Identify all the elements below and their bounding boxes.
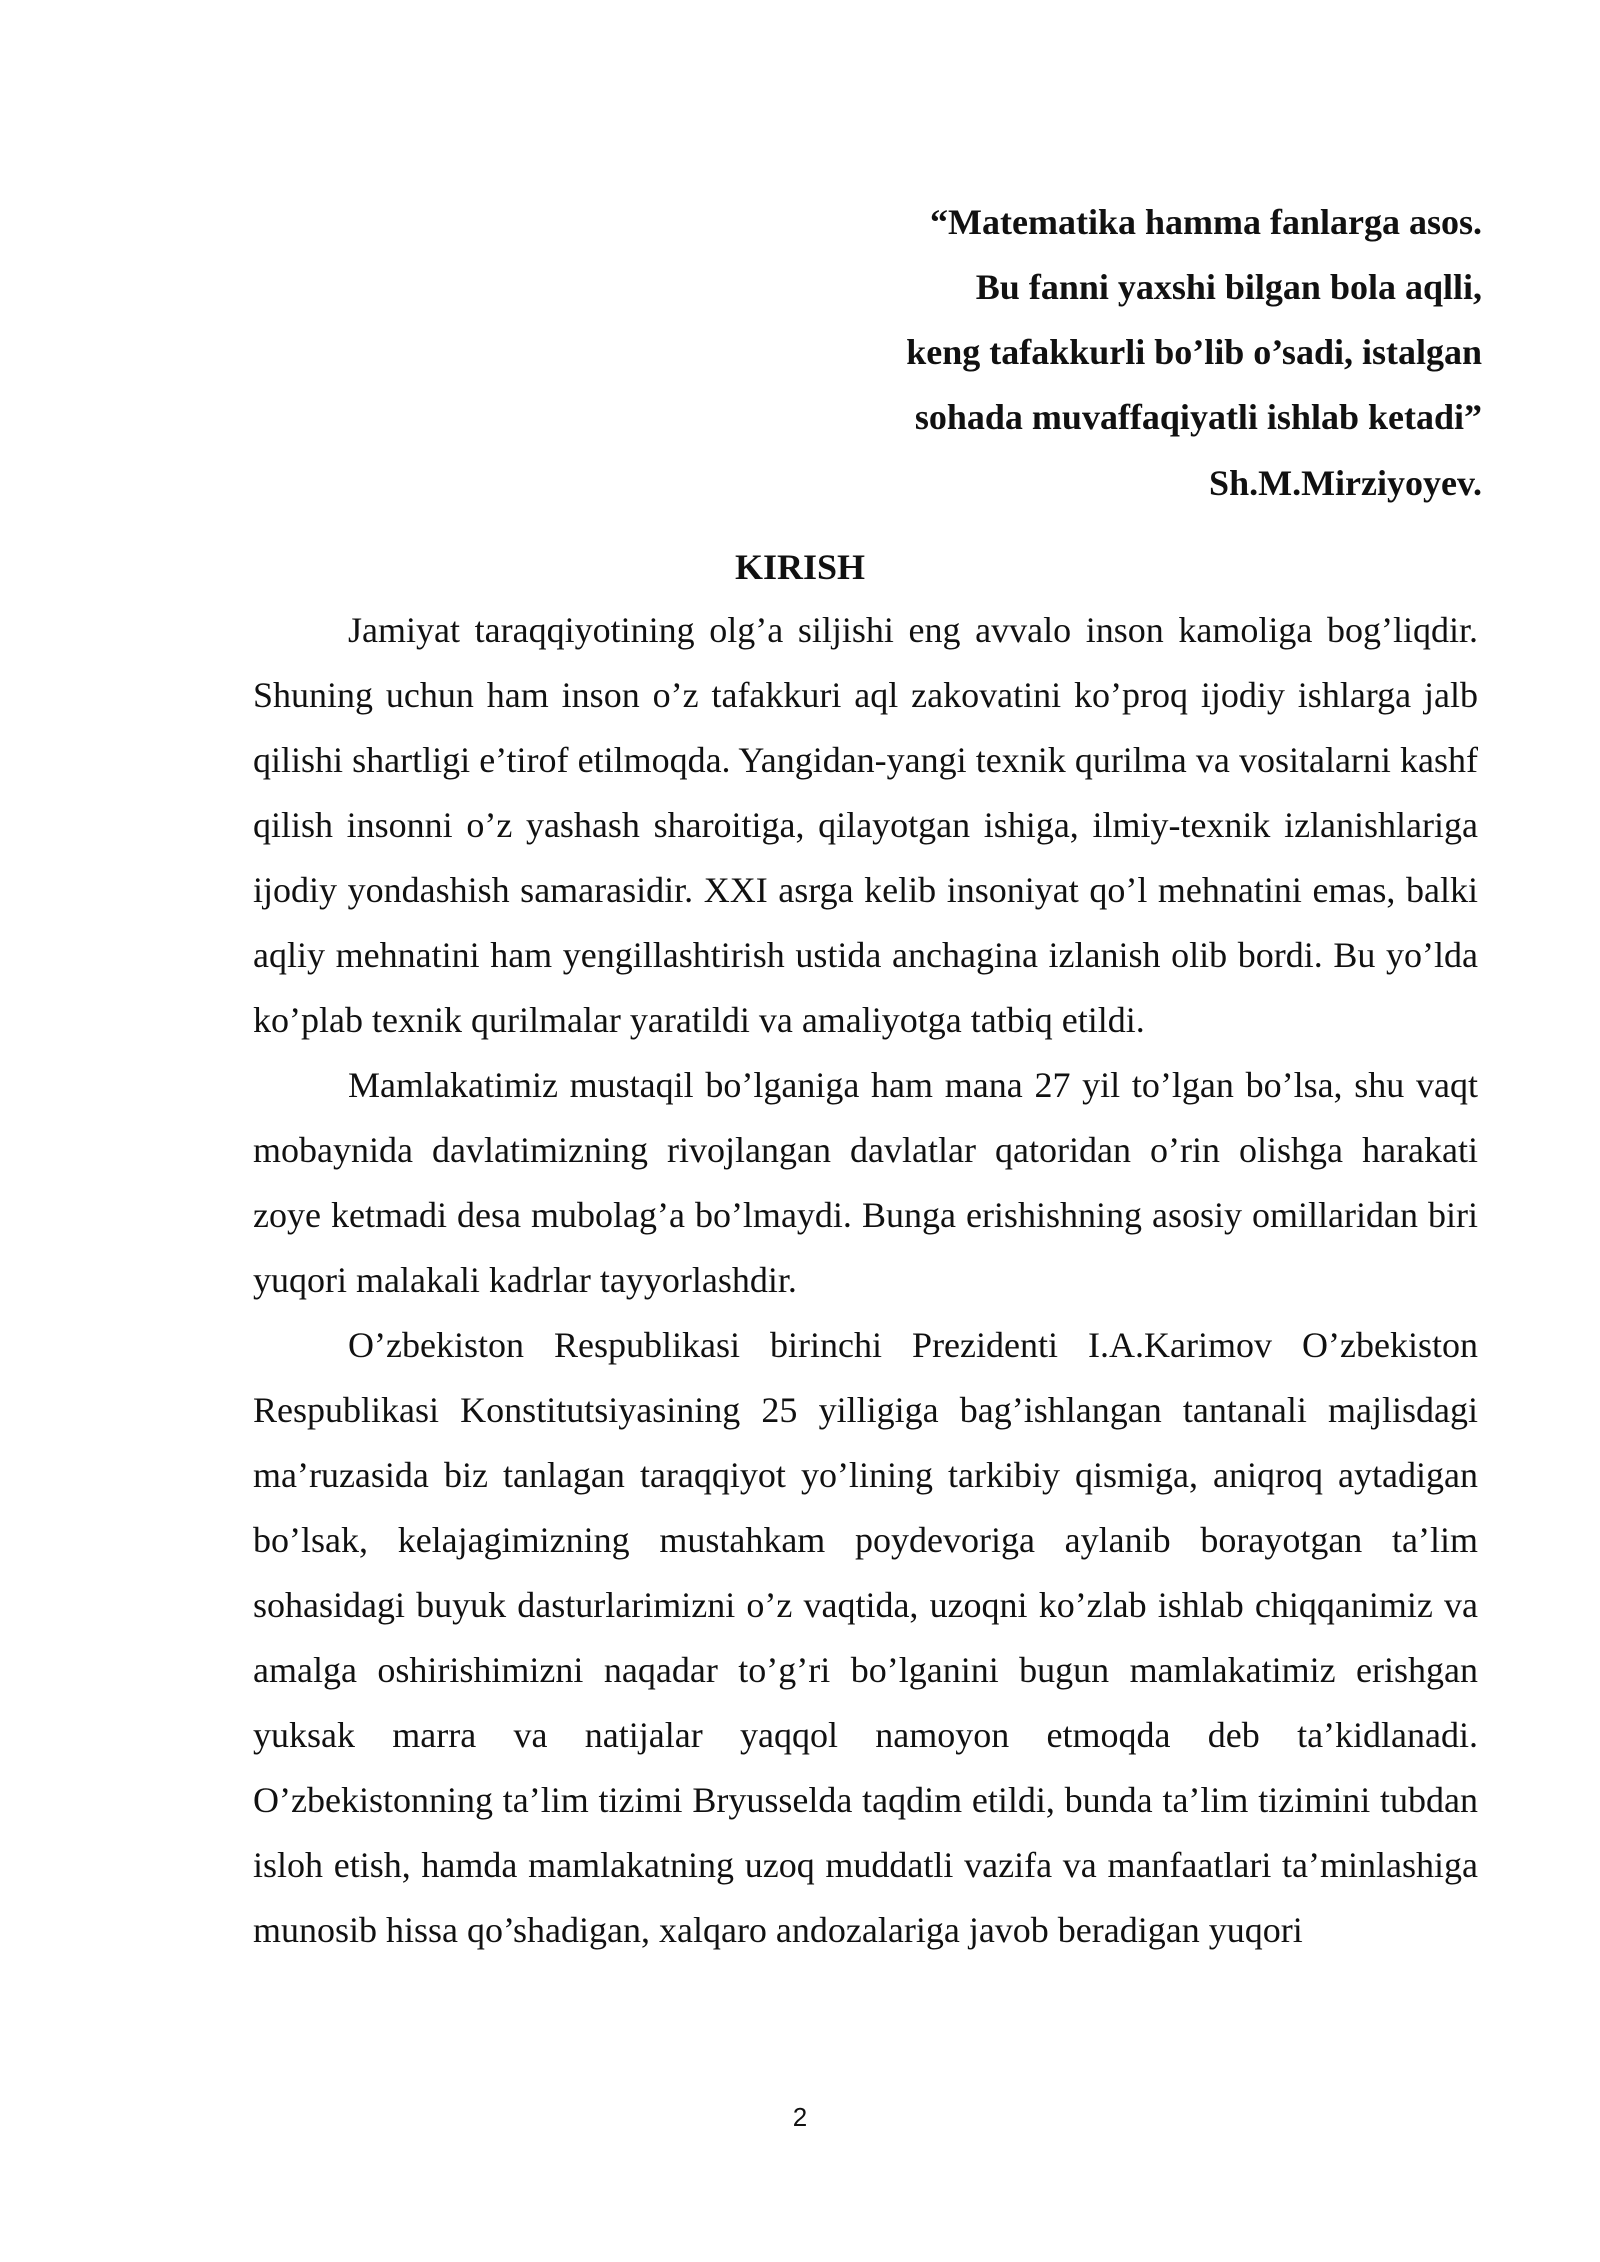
epigraph-line: “Matematika hamma fanlarga asos. bbox=[930, 202, 1482, 242]
page-number: 2 bbox=[792, 2102, 808, 2132]
epigraph-line: sohada muvaffaqiyatli ishlab ketadi” bbox=[914, 397, 1482, 437]
body-text bbox=[253, 598, 1478, 1963]
paragraph: O’zbekiston Respublikasi birinchi Prezidenti I.A.Karimov O’zbekiston Respublikasi Konstitutsiyasining 25 yilligiga bag’ishlangan tantanali majlisdagi ma’ruzasida biz tanlagan taraqqiyot yo’lining tarkibiy qismiga, aniqroq aytadigan bo’lsak, kelajagimizning mustahkam poydevoriga aylanib borayotgan ta’lim sohasidagi buyuk dasturlarimizni o’z vaqtida, uzoqni ko’zlab ishlab chiqqanimiz va amalga oshirishimizni naqadar to’g’ri bo’lganini bugun mamlakatimiz erishgan yuksak marra va natijalar yaqqol namoyon etmoqda deb ta’kidlanadi. O’zbekistonning ta’lim tizimi Bryusselda taqdim etildi, bunda ta’lim tizimini tubdan isloh etish, hamda mamlakatning uzoq muddatli vazifa va manfaatlari ta’minlashiga munosib hissa qo’shadigan, xalqaro andozalariga javob beradigan yuqori bbox=[253, 1325, 1478, 1950]
epigraph-line: keng tafakkurli bo’lib o’sadi, istalgan bbox=[906, 332, 1482, 372]
section-heading: KIRISH bbox=[734, 547, 866, 587]
epigraph bbox=[482, 190, 1482, 516]
epigraph-author: Sh.M.Mirziyoyev. bbox=[1209, 463, 1482, 503]
epigraph-line: Bu fanni yaxshi bilgan bola aqlli, bbox=[975, 267, 1482, 307]
paragraph: Mamlakatimiz mustaqil bo’lganiga ham mana 27 yil to’lgan bo’lsa, shu vaqt mobaynida davlatimizning rivojlangan davlatlar qatoridan o’rin olishga harakati zoye ketmadi desa mubolag’a bo’lmaydi. Bunga erishishning asosiy omillaridan biri yuqori malakali kadrlar tayyorlashdir. bbox=[253, 1065, 1478, 1300]
paragraph: Jamiyat taraqqiyotining olg’a siljishi eng avvalo inson kamoliga bog’liqdir. Shuning uchun ham inson o’z tafakkuri aql zakovatini ko’proq ijodiy ishlarga jalb qilishi shartligi e’tirof etilmoqda. Yangidan-yangi texnik qurilma va vositalarni kashf qilish insonni o’z yashash sharoitiga, qilayotgan ishiga, ilmiy-texnik izlanishlariga ijodiy yondashish samarasidir. XXI asrga kelib insoniyat qo’l mehnatini emas, balki aqliy mehnatini ham yengillashtirish ustida anchagina izlanish olib bordi. Bu yo’lda ko’plab texnik qurilmalar yaratildi va amaliyotga tatbiq etildi. bbox=[253, 610, 1478, 1040]
